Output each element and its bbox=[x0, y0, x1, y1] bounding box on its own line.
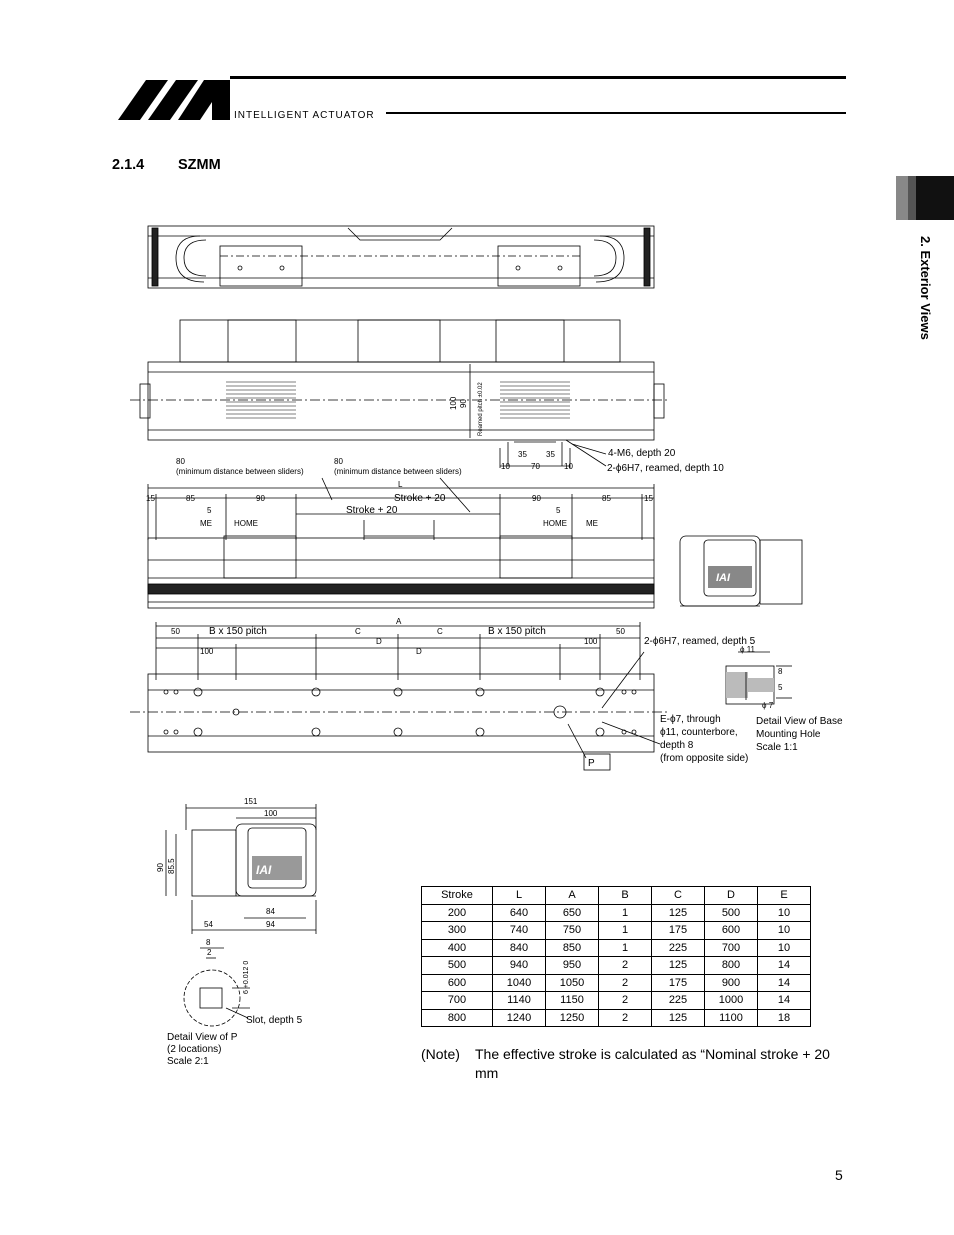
cell: 300 bbox=[422, 922, 493, 940]
dim-5-right: 5 bbox=[556, 506, 561, 515]
dim-100-right: 100 bbox=[584, 637, 598, 646]
dim-D-left: D bbox=[376, 637, 382, 646]
cell: 800 bbox=[422, 1009, 493, 1027]
cell: 1140 bbox=[493, 992, 546, 1010]
cell: 500 bbox=[422, 957, 493, 975]
e7-callout-line1: E-ϕ7, through bbox=[660, 714, 721, 725]
detail-P-marker: P bbox=[588, 758, 595, 769]
dim-85-right: 85 bbox=[602, 494, 611, 503]
cell: 10 bbox=[758, 904, 811, 922]
cell: 640 bbox=[493, 904, 546, 922]
col-stroke: Stroke bbox=[422, 887, 493, 905]
table-row bbox=[422, 1009, 811, 1027]
cell: 750 bbox=[546, 922, 599, 940]
table-row bbox=[422, 939, 811, 957]
dim-phi7: ϕ 7 bbox=[762, 701, 774, 710]
dim-100-end: 100 bbox=[264, 809, 278, 818]
col-A: A bbox=[546, 887, 599, 905]
cell: 2 bbox=[599, 1009, 652, 1027]
h7-callout-top: 2-ϕ6H7, reamed, depth 10 bbox=[607, 463, 724, 474]
cell: 10 bbox=[758, 939, 811, 957]
m6-callout: 4-M6, depth 20 bbox=[608, 448, 676, 459]
dim-94: 94 bbox=[266, 920, 275, 929]
detail-p-title-line2: (2 locations) bbox=[167, 1044, 222, 1055]
dim-2-detail: 2 bbox=[207, 948, 212, 957]
page-number: 5 bbox=[835, 1167, 843, 1183]
cell: 940 bbox=[493, 957, 546, 975]
section-title: SZMM bbox=[178, 157, 221, 173]
dim-8-detail: 8 bbox=[206, 938, 211, 947]
cell: 10 bbox=[758, 922, 811, 940]
home-label-left: HOME bbox=[234, 519, 258, 528]
dim-90-right: 90 bbox=[532, 494, 541, 503]
col-C: C bbox=[652, 887, 705, 905]
front-view bbox=[130, 320, 670, 468]
min-dist-left-value: 80 bbox=[176, 457, 185, 466]
cell: 600 bbox=[422, 974, 493, 992]
dim-85-5: 85.5 bbox=[167, 858, 176, 874]
home-label-right: HOME bbox=[543, 519, 567, 528]
cell: 18 bbox=[758, 1009, 811, 1027]
e7-callout-line3: depth 8 bbox=[660, 740, 694, 751]
dim-54: 54 bbox=[204, 920, 213, 929]
col-L: L bbox=[493, 887, 546, 905]
cell: 1 bbox=[599, 939, 652, 957]
dim-15-left: 15 bbox=[146, 494, 155, 503]
table-row bbox=[422, 904, 811, 922]
dim-phi11: ϕ 11 bbox=[740, 645, 756, 654]
cell: 1050 bbox=[546, 974, 599, 992]
cell: 2 bbox=[599, 974, 652, 992]
dim-15-right: 15 bbox=[644, 494, 653, 503]
dim-84: 84 bbox=[266, 907, 275, 916]
e7-callout-line4: (from opposite side) bbox=[660, 753, 749, 764]
stroke-dimension-table bbox=[421, 886, 811, 1027]
stroke-plus-20-lower: Stroke + 20 bbox=[346, 505, 398, 516]
cell: 14 bbox=[758, 992, 811, 1010]
cell: 1240 bbox=[493, 1009, 546, 1027]
note-text: The effective stroke is calculated as “Nominal stroke + 20 mm bbox=[475, 1046, 830, 1081]
detail-p-view bbox=[184, 948, 250, 1026]
dim-100-left: 100 bbox=[200, 647, 214, 656]
cell: 1150 bbox=[546, 992, 599, 1010]
cell: 500 bbox=[705, 904, 758, 922]
e7-callout-line2: ϕ11, counterbore, bbox=[660, 727, 738, 738]
cell: 800 bbox=[705, 957, 758, 975]
dim-100: 100 bbox=[449, 396, 458, 410]
table-header-row bbox=[422, 887, 811, 905]
dim-90-end: 90 bbox=[156, 863, 165, 872]
dim-90-left: 90 bbox=[256, 494, 265, 503]
table-row bbox=[422, 992, 811, 1010]
cell: 650 bbox=[546, 904, 599, 922]
cell: 700 bbox=[705, 939, 758, 957]
dim-8: 8 bbox=[778, 667, 783, 676]
end-view-right bbox=[680, 536, 802, 606]
cell: 2 bbox=[599, 957, 652, 975]
dim-D-right: D bbox=[416, 647, 422, 656]
stroke-plus-20-upper: Stroke + 20 bbox=[394, 493, 446, 504]
slot-tolerance: 6 +0.012 0 bbox=[243, 960, 250, 994]
dim-A: A bbox=[396, 617, 402, 626]
cell: 950 bbox=[546, 957, 599, 975]
cell: 700 bbox=[422, 992, 493, 1010]
b150-left: B x 150 pitch bbox=[209, 626, 267, 637]
dim-90: 90 bbox=[459, 399, 468, 408]
dim-10-right: 10 bbox=[564, 462, 573, 471]
chapter-label: 2. Exterior Views bbox=[918, 236, 933, 340]
cell: 2 bbox=[599, 992, 652, 1010]
dim-5-left: 5 bbox=[207, 506, 212, 515]
dim-10-left: 10 bbox=[501, 462, 510, 471]
me-label-right: ME bbox=[586, 519, 598, 528]
dim-50-right: 50 bbox=[616, 627, 625, 636]
dim-151: 151 bbox=[244, 797, 258, 806]
cell: 175 bbox=[652, 974, 705, 992]
cell: 1 bbox=[599, 904, 652, 922]
min-dist-left-label: (minimum distance between sliders) bbox=[176, 467, 304, 476]
base-detail-line3: Scale 1:1 bbox=[756, 742, 798, 753]
section-number: 2.1.4 bbox=[112, 157, 145, 173]
cell: 840 bbox=[493, 939, 546, 957]
b150-right: B x 150 pitch bbox=[488, 626, 546, 637]
cell: 1100 bbox=[705, 1009, 758, 1027]
dim-85-left: 85 bbox=[186, 494, 195, 503]
table-row bbox=[422, 974, 811, 992]
dim-5: 5 bbox=[778, 683, 783, 692]
cell: 14 bbox=[758, 957, 811, 975]
h7-callout-bottom: 2-ϕ6H7, reamed, depth 5 bbox=[644, 636, 756, 647]
dim-50-left: 50 bbox=[171, 627, 180, 636]
base-detail-line1: Detail View of Base bbox=[756, 716, 843, 727]
cell: 400 bbox=[422, 939, 493, 957]
brand-name: INTELLIGENT ACTUATOR bbox=[234, 110, 375, 121]
end-view bbox=[166, 804, 316, 934]
base-detail-line2: Mounting Hole bbox=[756, 729, 821, 740]
cell: 1250 bbox=[546, 1009, 599, 1027]
slot-label: Slot, depth 5 bbox=[246, 1015, 303, 1026]
cell: 850 bbox=[546, 939, 599, 957]
dim-35-right: 35 bbox=[546, 450, 555, 459]
table-row bbox=[422, 957, 811, 975]
table-row bbox=[422, 922, 811, 940]
dim-L: L bbox=[398, 480, 403, 489]
col-B: B bbox=[599, 887, 652, 905]
min-dist-right-value: 80 bbox=[334, 457, 343, 466]
cell: 1000 bbox=[705, 992, 758, 1010]
dim-C-left: C bbox=[355, 627, 361, 636]
col-E: E bbox=[758, 887, 811, 905]
dim-70: 70 bbox=[531, 462, 540, 471]
detail-p-title-line1: Detail View of P bbox=[167, 1032, 238, 1043]
cell: 14 bbox=[758, 974, 811, 992]
dim-C-right: C bbox=[437, 627, 443, 636]
reamed-pitch-label: Reamed pitch ±0.02 bbox=[478, 382, 484, 436]
cell: 225 bbox=[652, 992, 705, 1010]
cell: 125 bbox=[652, 957, 705, 975]
min-dist-right-label: (minimum distance between sliders) bbox=[334, 467, 462, 476]
detail-p-title-line3: Scale 2:1 bbox=[167, 1056, 209, 1067]
cell: 740 bbox=[493, 922, 546, 940]
top-view bbox=[148, 226, 654, 288]
col-D: D bbox=[705, 887, 758, 905]
cell: 125 bbox=[652, 904, 705, 922]
stroke-note bbox=[421, 1045, 851, 1083]
cell: 1040 bbox=[493, 974, 546, 992]
cell: 200 bbox=[422, 904, 493, 922]
cell: 175 bbox=[652, 922, 705, 940]
iai-logo-end-right: IAI bbox=[716, 572, 731, 584]
cell: 1 bbox=[599, 922, 652, 940]
iai-logo-end: IAI bbox=[256, 863, 272, 877]
me-label-left: ME bbox=[200, 519, 212, 528]
dim-35-left: 35 bbox=[518, 450, 527, 459]
cell: 125 bbox=[652, 1009, 705, 1027]
cell: 900 bbox=[705, 974, 758, 992]
cell: 225 bbox=[652, 939, 705, 957]
cell: 600 bbox=[705, 922, 758, 940]
note-label: (Note) bbox=[421, 1046, 460, 1062]
